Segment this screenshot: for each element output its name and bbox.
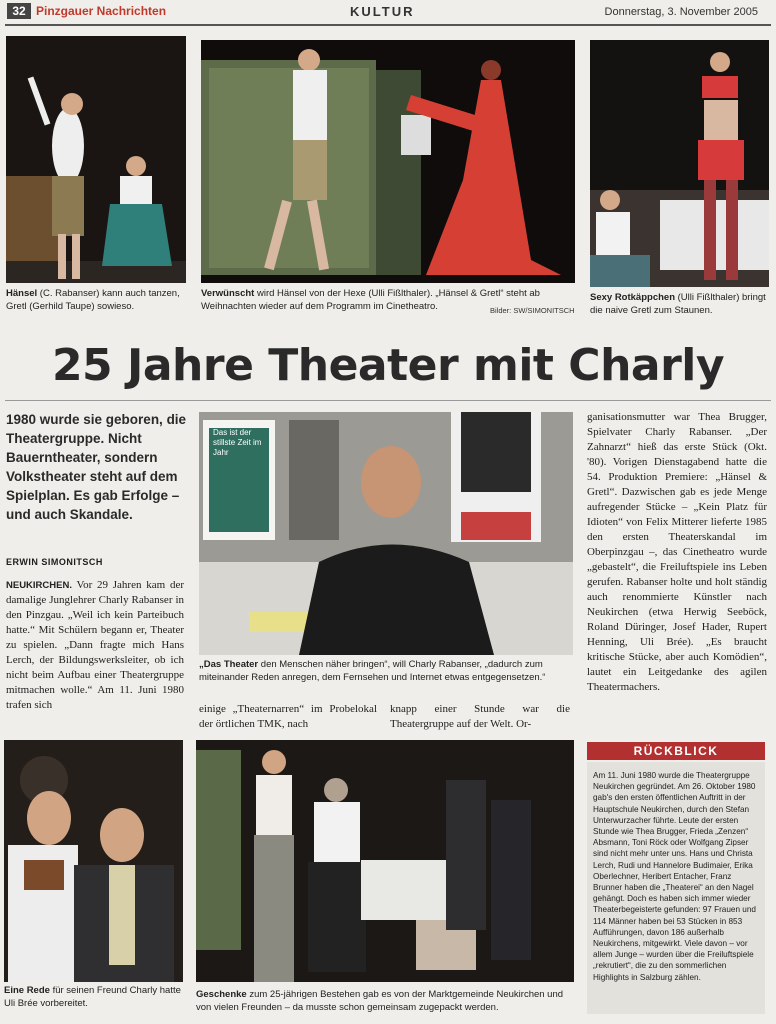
photo-credit: Bilder: SW/SIMONITSCH [490, 306, 575, 315]
newspaper-name: Pinzgauer Nachrichten [36, 4, 167, 18]
rueckblick-title: RÜCKBLICK [587, 742, 765, 760]
caption-center-photo: „Das Theater den Menschen näher bringen“, will Charly Rabanser, „dadurch zum miteinander Reden anregen, dem Fernsehen und Internet etwas entgegensetzen.“ [199, 659, 546, 683]
byline: ERWIN SIMONITSCH [6, 557, 103, 567]
rueckblick-text: Am 11. Juni 1980 wurde die Theatergruppe Neukirchen gegründet. Am 26. Oktober 1980 gab's den ersten öffentlichen Auftritt in der Hauptschule Neukirchen, durch den Stefan Unterwurzacher führte. Leute der ersten Stunde wie Thea Brugger, Frieda „Zenzen“ Absmann, Toni Röck oder Wolfgang Zipser sind nicht mehr unter uns. Hans und Christa Lerch, Rudi und Hannelore Budimaier, Erika Oberlechner, Heribert Entacher, Franz Brunner haben die „Theaterei“ an den Nagel gehängt. Doch es haben sich immer wieder Theaterbegeisterte gefunden: 97 Frauen und 114 Männer haben bei 53 Stücken in 853 Aufführungen, davon 186 außerhalb Neukirchens, mitgewirkt. Viele davon – vor allem Junge – wurden über die Freiluftspiele „rekrutiert“, die zu den sommerlichen Highlights in Salzburg zählen. [593, 771, 756, 982]
headline: 25 Jahre Theater mit Charly [51, 340, 725, 391]
headline-rule [5, 400, 771, 401]
caption-photo-2: Verwünscht wird Hänsel von der Hexe (Ulli Fißlthaler). „Hänsel & Gretl“ steht ab Weihnachten wieder auf dem Programm im Cinetheatro. [201, 288, 540, 312]
caption-bottom-photo-2: Geschenke zum 25-jährigen Bestehen gab es von der Marktgemeinde Neukirchen und von vielen Freunden – da musste schon gemeinsam zugepackt werden. [196, 989, 564, 1013]
poster-text: Das ist der stillste Zeit im Jahr [213, 428, 262, 457]
caption-photo-3: Sexy Rotkäppchen (Ulli Fißlthaler) bringt die naive Gretl zum Staunen. [590, 292, 766, 316]
body-column-4: ganisationsmutter war Thea Brugger, Spielvater Charly Rabanser. „Der Zahnarzt“ hieß das erste Stück (Okt. '80). Vorigen Dienstagabend hatte die 54. Produktion Premiere: „Hänsel & Gretl“. Dazwischen gab es jede Menge aufregender Stücke – „Kein Platz für Idioten“ von Felix Mitterer lieferte 1985 den ersten Theaterskandal im Oberpinzgau –, das Cinetheatro wurde „gebastelt“, die Freiluftspiele ins Leben gerufen. Rabanser holte und holt ständig auch renommierte Künstler nach Neukirchen (etwa Herwig Seeböck, Roland Düringer, Josef Hader, Rupert Henning, Uli Brée). „Es braucht kritische Stücke, aber auch Komödien“, lautet ein Leitgedanke des agilen Theatermachers. [587, 411, 767, 693]
body-column-1: NEUKIRCHEN. Vor 29 Jahren kam der damalige Junglehrer Charly Rabanser in den Pinzgau. „Weil ich kein Parteibuch hatte.“ Mit Schülern begann er, Theater zu spielen. „Dann fragte mich Hans Lerch, der Bildungswerksleiter, ob ich nicht beim Aufbau einer Theatergruppe mitmachen wolle.“ Am 11. Juni 1980 trafen sich [6, 579, 184, 711]
lead-paragraph: 1980 wurde sie geboren, die Theatergruppe. Nicht Bauerntheater, sondern Volkstheater steht auf dem Spielplan. Es gab Erfolge – und auch Skandale. [6, 412, 187, 522]
body-column-2: einige „Theaternarren“ im Probelokal der örtlichen TMK, nach [199, 703, 377, 730]
page-number: 32 [7, 3, 31, 19]
photo-speech [4, 740, 183, 982]
body-column-3: knapp einer Stunde war die Theatergruppe auf der Welt. Or- [390, 703, 570, 730]
photo-haensel-gretl-dance [6, 36, 186, 283]
photo-gifts [196, 740, 574, 982]
photo-red-riding-hood [590, 40, 769, 287]
header-rule [5, 24, 771, 26]
issue-date: Donnerstag, 3. November 2005 [604, 6, 758, 18]
section-title: KULTUR [350, 4, 415, 19]
caption-photo-1: Hänsel (C. Rabanser) kann auch tanzen, Gretl (Gerhild Taupe) sowieso. [6, 288, 180, 312]
caption-bottom-photo-1: Eine Rede für seinen Freund Charly hatte Uli Brée vorbereitet. [4, 985, 181, 1009]
photo-witch-scene [201, 40, 575, 283]
